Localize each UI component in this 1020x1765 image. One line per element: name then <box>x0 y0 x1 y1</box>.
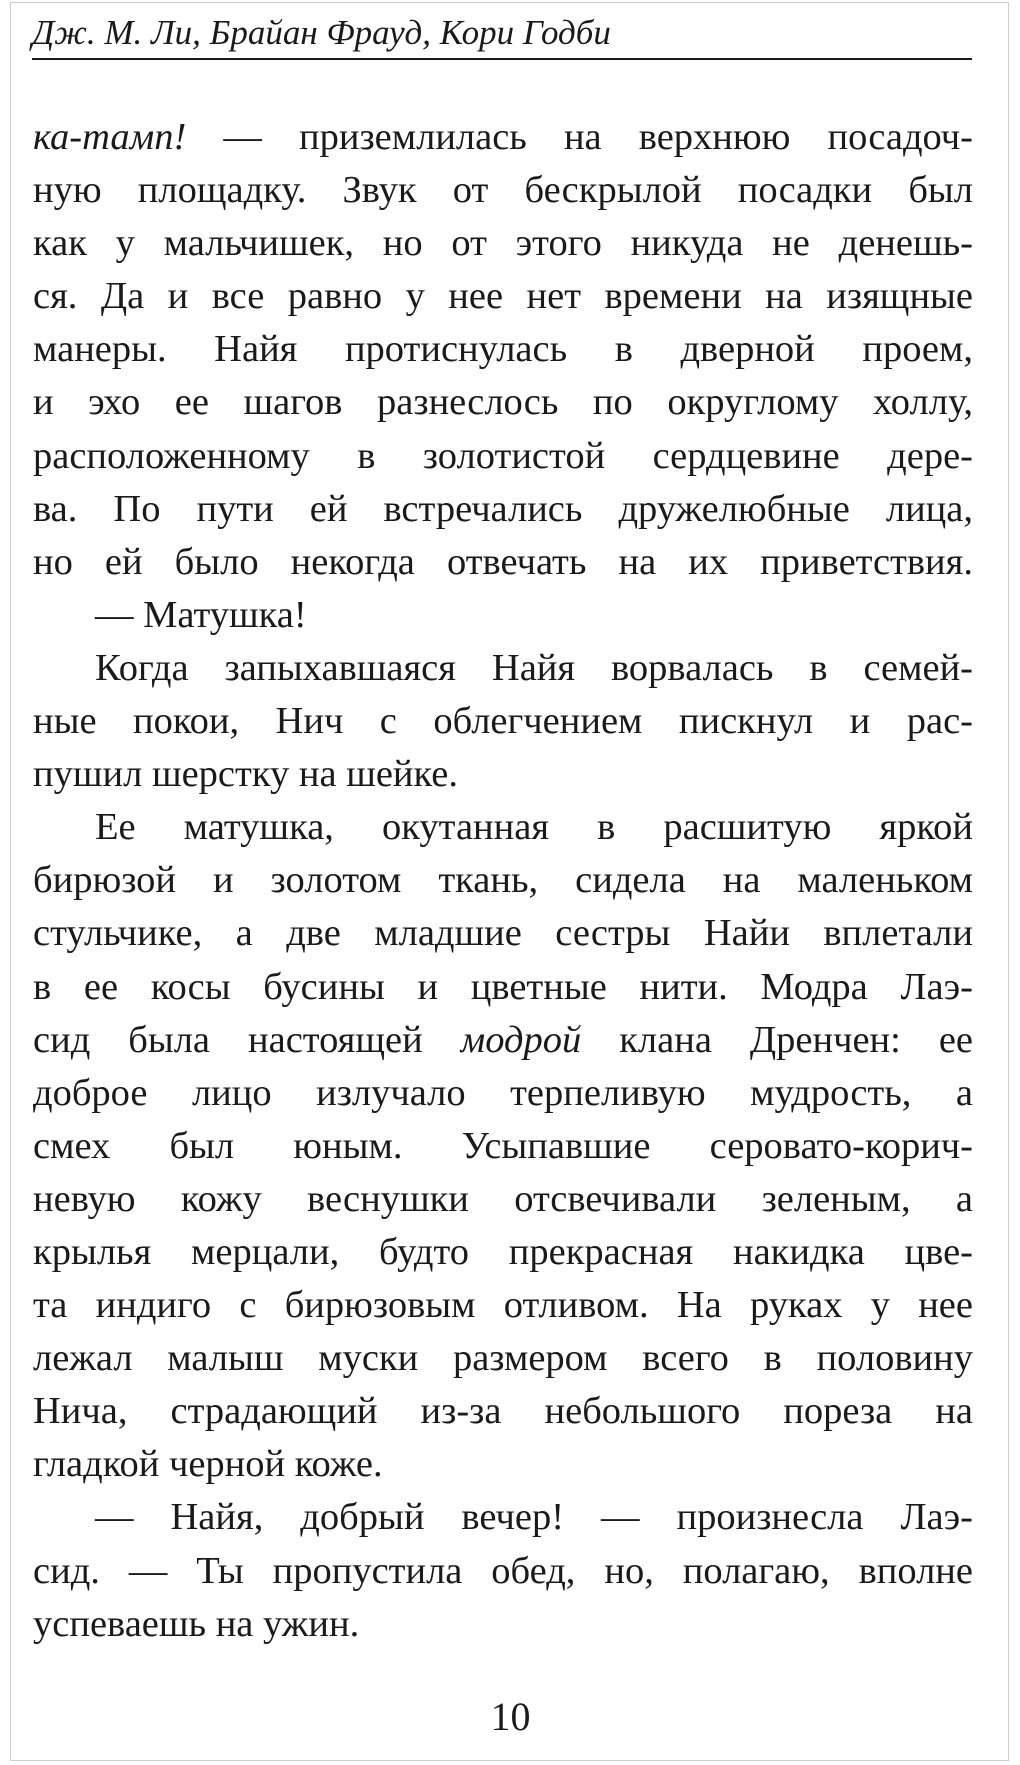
text-line: как у мальчишек, но от этого никуда не денешь- <box>33 222 973 265</box>
dialogue-line: — Матушка! <box>95 593 307 636</box>
text-line: та индиго с бирюзовым отливом. На руках у нее <box>33 1284 973 1327</box>
text-line: смех был юным. Усыпавшие серовато-корич- <box>33 1124 973 1167</box>
text-line: стульчике, а две младшие сестры Найи вплетали <box>33 912 973 955</box>
text-line: манеры. Найя протиснулась в дверной проем, <box>33 328 973 371</box>
text-line: доброе лицо излучало терпеливую мудрость, а <box>33 1071 973 1114</box>
body-text <box>33 111 973 1651</box>
text-line: гладкой черной коже. <box>33 1443 383 1486</box>
text-line: и эхо ее шагов разнеслось по округлому холлу, <box>33 381 973 424</box>
italic-word: модрой <box>460 1018 582 1061</box>
text-line: невую кожу веснушки отсвечивали зеленым, а <box>33 1177 973 1220</box>
book-page <box>10 2 1009 1761</box>
dialogue-line: — Найя, добрый вечер! — произнесла Лаэ- <box>95 1496 973 1539</box>
header-rule <box>32 58 972 60</box>
paragraph-first-line: Ее матушка, окутанная в расшитую яркой <box>95 806 973 849</box>
text-line: успеваешь на ужин. <box>33 1602 360 1645</box>
text-line: ка-тамп! — приземлилась на верхнюю посадоч- <box>33 116 973 158</box>
text-line: сид была настоящей модрой клана Дренчен: ее <box>33 1018 974 1061</box>
text-line: крылья мерцали, будто прекрасная накидка цве- <box>33 1230 973 1273</box>
text-line: пушил шерстку на шейке. <box>33 753 458 796</box>
page-number: 10 <box>490 1694 531 1739</box>
paragraph-first-line: Когда запыхавшаяся Найя ворвалась в семей- <box>95 646 973 689</box>
text-line: ся. Да и все равно у нее нет времени на изящные <box>33 275 973 318</box>
text-line: лежал малыш муски размером всего в половину <box>33 1337 973 1380</box>
italic-word: ка-тамп! <box>33 116 187 158</box>
text-line: ные покои, Нич с облегчением пискнул и рас- <box>33 700 973 743</box>
text-line: расположенному в золотистой сердцевине дере- <box>33 434 973 477</box>
text-line: сид. — Ты пропустила обед, но, полагаю, вполне <box>33 1549 973 1592</box>
text-line: бирюзой и золотом ткань, сидела на маленьком <box>33 859 973 902</box>
running-head: Дж. М. Ли, Брайан Фрауд, Кори Годби <box>32 13 611 52</box>
text-line: но ей было некогда отвечать на их приветствия. <box>33 540 973 583</box>
text-line: Нича, страдающий из-за небольшого пореза на <box>33 1390 973 1433</box>
text-line: ную площадку. Звук от бескрылой посадки был <box>33 169 973 212</box>
text-line: ва. По пути ей встречались дружелюбные лица, <box>33 487 973 530</box>
text-line: в ее косы бусины и цветные нити. Модра Лаэ- <box>33 965 973 1008</box>
